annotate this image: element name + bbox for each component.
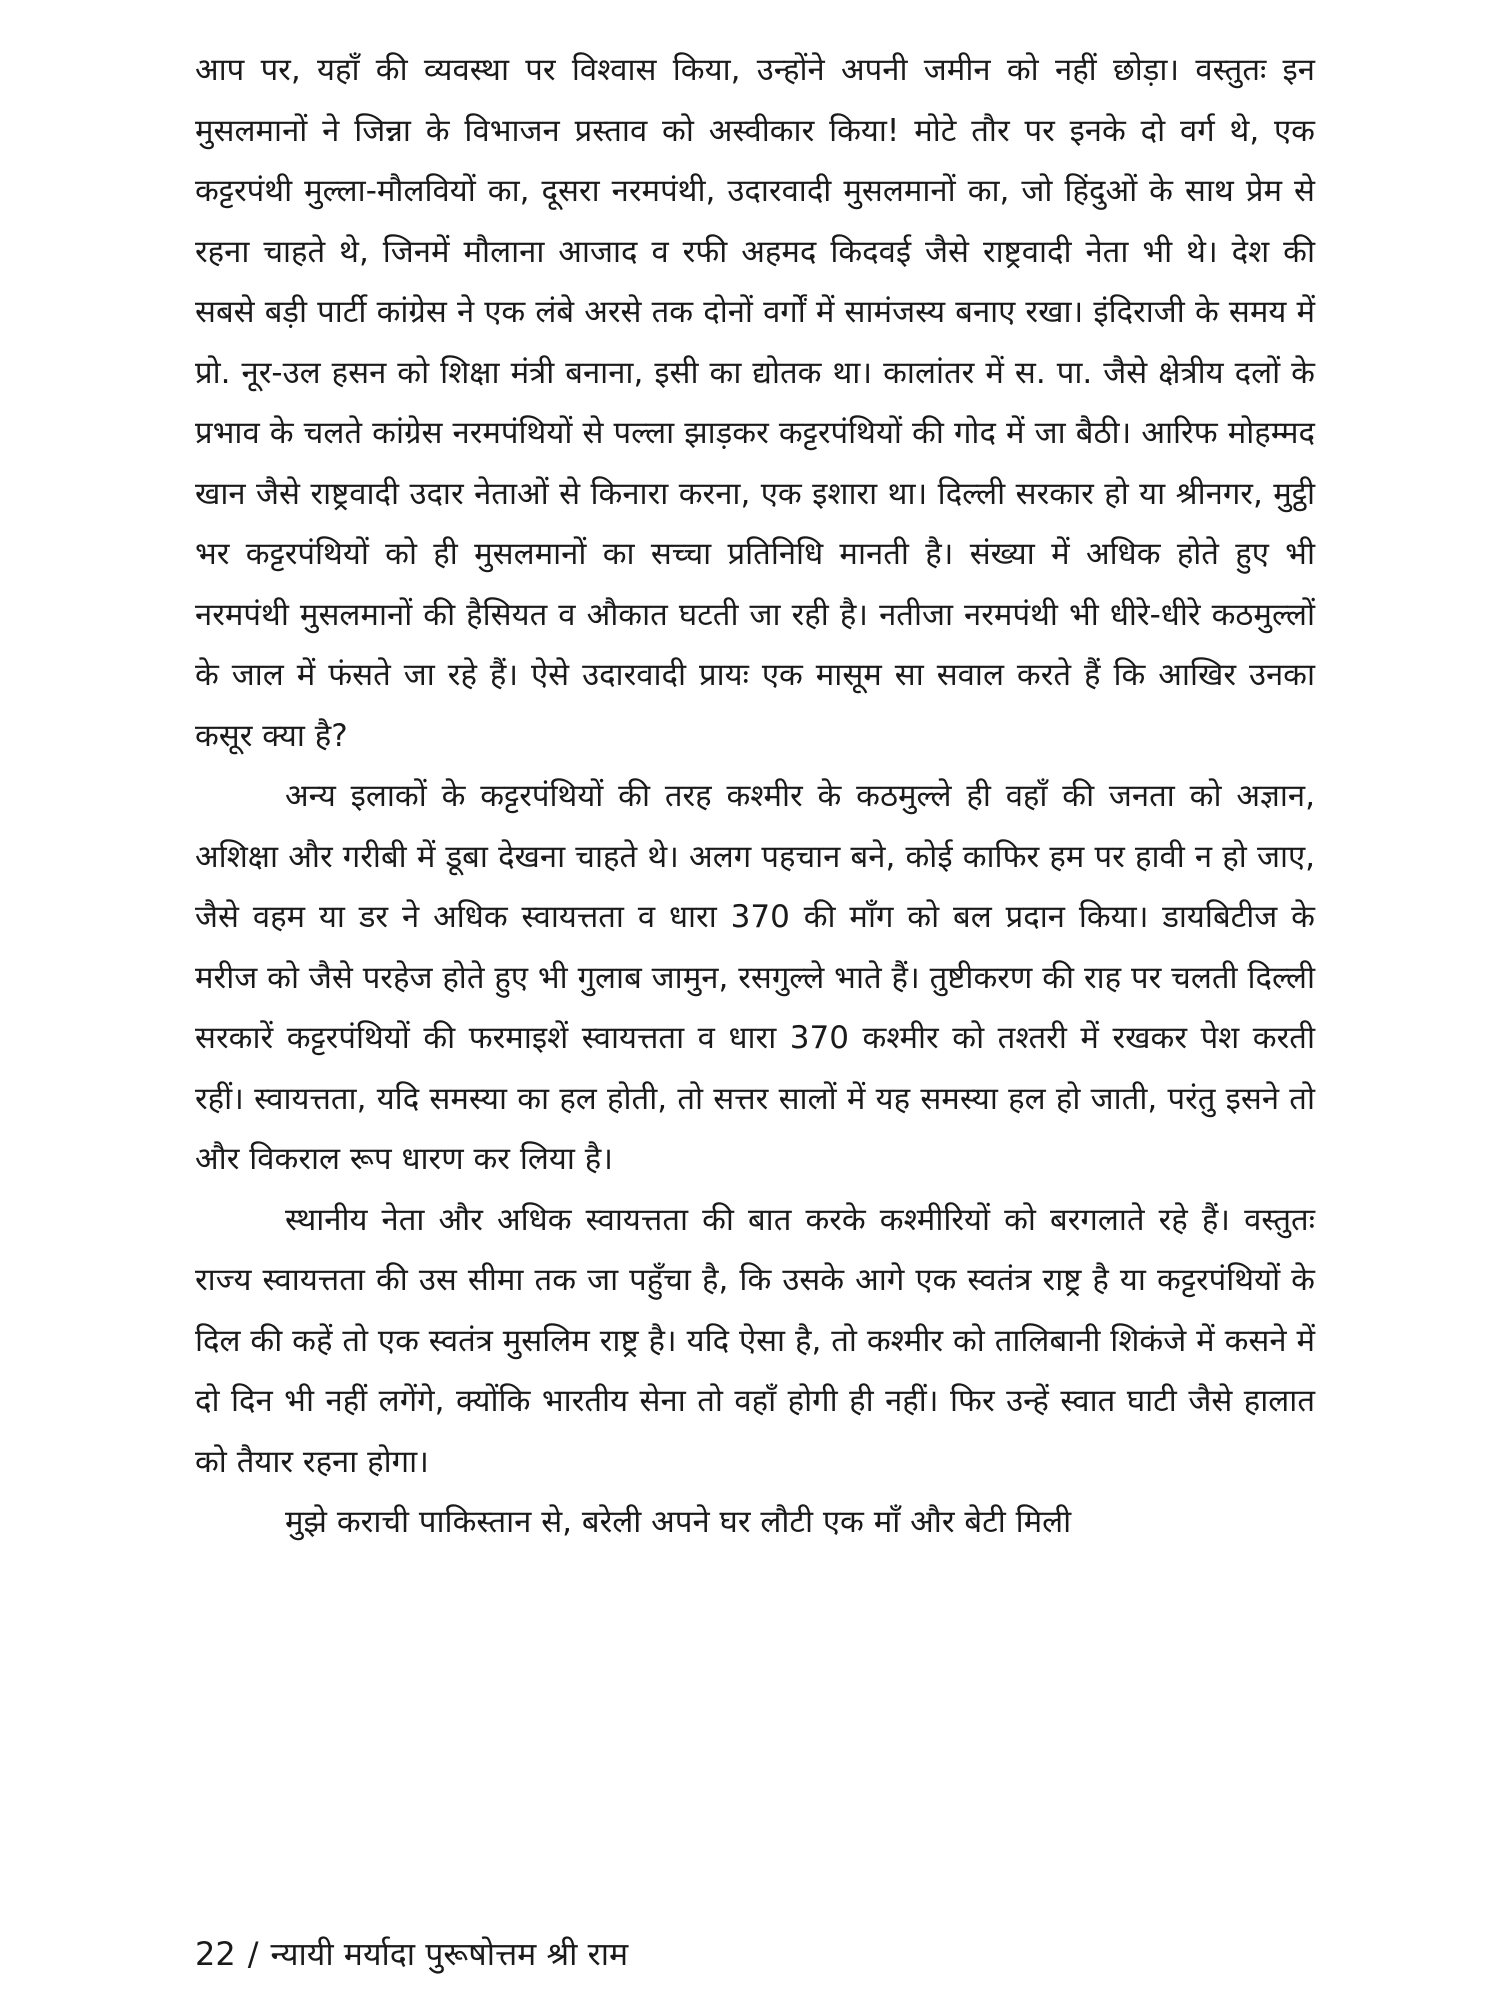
page-footer (195, 1932, 628, 1975)
paragraph-3: स्थानीय नेता और अधिक स्वायत्तता की बात करके कश्मीरियों को बरगलाते रहे हैं। वस्तुतः राज्य स्वायत्तता की उस सीमा तक जा पहुँचा है, कि उसके आगे एक स्वतंत्र राष्ट्र है या कट्टरपंथियों के दिल की कहें तो एक स्वतंत्र मुसलिम राष्ट्र है। यदि ऐसा है, तो कश्मीर को तालिबानी शिकंजे में कसने में दो दिन भी नहीं लगेंगे, क्योंकि भारतीय सेना तो वहाँ होगी ही नहीं। फिर उन्हें स्वात घाटी जैसे हालात को तैयार रहना होगा। (195, 1201, 1315, 1480)
page-number: 22 (195, 1935, 236, 1973)
book-title: न्यायी मर्यादा पुरूषोत्तम श्री राम (270, 1935, 629, 1973)
paragraph-2: अन्य इलाकों के कट्टरपंथियों की तरह कश्मीर के कठमुल्ले ही वहाँ की जनता को अज्ञान, अशिक्षा और गरीबी में डूबा देखना चाहते थे। अलग पहचान बने, कोई काफिर हम पर हावी न हो जाए, जैसे वहम या डर ने अधिक स्वायत्तता व धारा 370 की माँग को बल प्रदान किया। डायबिटीज के मरीज को जैसे परहेज होते हुए भी गुलाब जामुन, रसगुल्ले भाते हैं। तुष्टीकरण की राह पर चलती दिल्ली सरकारें कट्टरपंथियों की फरमाइशें स्वायत्तता व धारा 370 कश्मीर को तश्तरी में रखकर पेश करती रहीं। स्वायत्तता, यदि समस्या का हल होती, तो सत्तर सालों में यह समस्या हल हो जाती, परंतु इसने तो और विकराल रूप धारण कर लिया है। (195, 778, 1315, 1177)
paragraph-1: आप पर, यहाँ की व्यवस्था पर विश्वास किया, उन्होंने अपनी जमीन को नहीं छोड़ा। वस्तुतः इन मुसलमानों ने जिन्ना के विभाजन प्रस्ताव को अस्वीकार किया! मोटे तौर पर इनके दो वर्ग थे, एक कट्टरपंथी मुल्ला-मौलवियों का, दूसरा नरमपंथी, उदारवादी मुसलमानों का, जो हिंदुओं के साथ प्रेम से रहना चाहते थे, जिनमें मौलाना आजाद व रफी अहमद किदवई जैसे राष्ट्रवादी नेता भी थे। देश की सबसे बड़ी पार्टी कांग्रेस ने एक लंबे अरसे तक दोनों वर्गों में सामंजस्य बनाए रखा। इंदिराजी के समय में प्रो. नूर-उल हसन को शिक्षा मंत्री बनाना, इसी का द्योतक था। कालांतर में स. पा. जैसे क्षेत्रीय दलों के प्रभाव के चलते कांग्रेस नरमपंथियों से पल्ला झाड़कर कट्टरपंथियों की गोद में जा बैठी। आरिफ मोहम्मद खान जैसे राष्ट्रवादी उदार नेताओं से किनारा करना, एक इशारा था। दिल्ली सरकार हो या श्रीनगर, मुट्ठी भर कट्टरपंथियों को ही मुसलमानों का सच्चा प्रतिनिधि मानती है। संख्या में अधिक होते हुए भी नरमपंथी मुसलमानों की हैसियत व औकात घटती जा रही है। नतीजा नरमपंथी भी धीरे-धीरे कठमुल्लों के जाल में फंसते जा रहे हैं। ऐसे उदारवादी प्रायः एक मासूम सा सवाल करते हैं कि आखिर उनका कसूर क्या है? (195, 52, 1315, 754)
footer-separator: / (247, 1935, 259, 1973)
page-body (195, 40, 1315, 1553)
paragraph-4: मुझे कराची पाकिस्तान से, बरेली अपने घर लौटी एक माँ और बेटी मिली (285, 1504, 1072, 1540)
